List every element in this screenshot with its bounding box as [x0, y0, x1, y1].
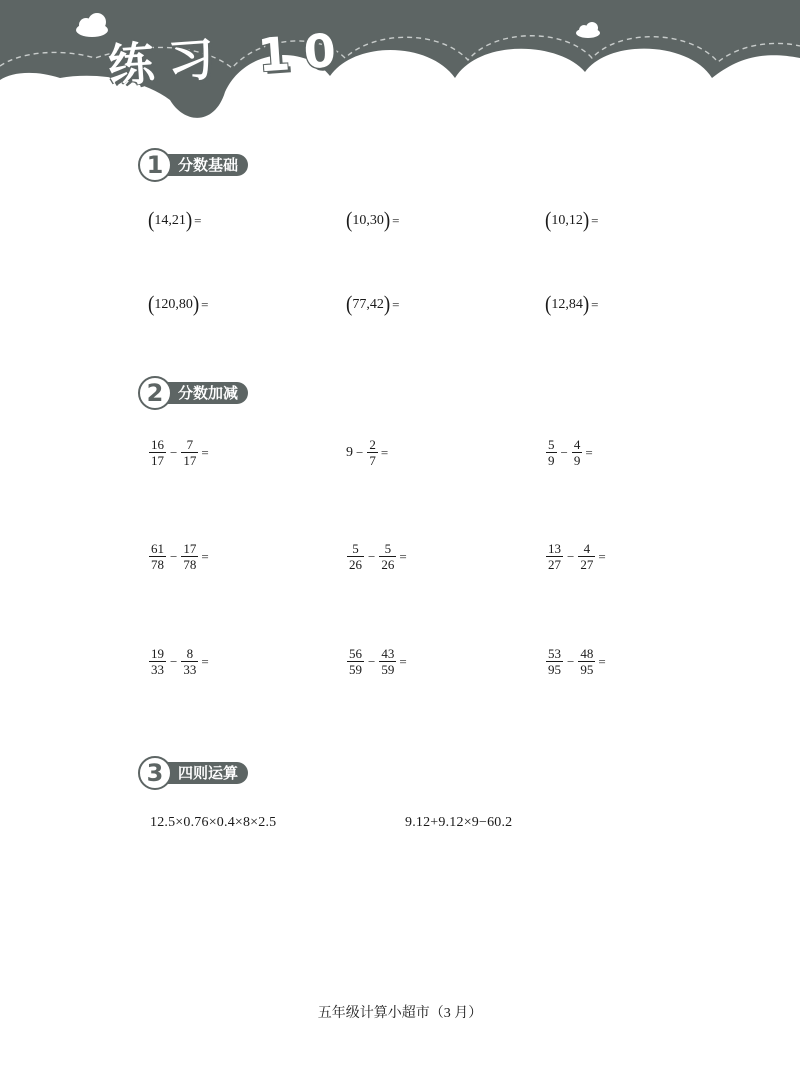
gcd-problem: ( 12 , 84 ) =	[545, 292, 599, 317]
fraction-problem: $\frac{19}{33}$ − $\frac{8}{33}$ =	[151, 646, 209, 677]
arithmetic-problem: 9.12+9.12×9−60.2	[405, 815, 513, 830]
gcd-problem: ( 10 , 30 ) =	[346, 208, 400, 233]
section-2-number: 2	[138, 376, 172, 410]
section-1-number: 1	[138, 148, 172, 182]
section-3-label: 四则运算	[158, 762, 248, 784]
section-1-header	[138, 148, 288, 182]
gcd-problem: ( 14 , 21 ) =	[148, 208, 202, 233]
section-2-header	[138, 376, 288, 410]
section-3-header	[138, 756, 288, 790]
fraction-problem: $\frac{56}{59}$ − $\frac{43}{59}$ =	[349, 646, 407, 677]
fraction-problem: $\frac{13}{27}$ − $\frac{4}{27}$ =	[548, 541, 606, 572]
fraction-problem: $\frac{61}{78}$ − $\frac{17}{78}$ =	[151, 541, 209, 572]
section-3-number: 3	[138, 756, 172, 790]
page-footer: 五年级计算小超市（3 月）	[317, 1006, 483, 1021]
section-2-label: 分数加减	[158, 382, 248, 404]
fraction-problem: $\frac{53}{95}$ − $\frac{48}{95}$ =	[548, 646, 606, 677]
fraction-problem: $\frac{5}{26}$ − $\frac{5}{26}$ =	[349, 541, 407, 572]
section-1-label: 分数基础	[158, 154, 248, 176]
arithmetic-problem: 12.5×0.76×0.4×8×2.5	[150, 815, 277, 830]
fraction-problem: 9 − $\frac{2}{7}$ =	[346, 437, 389, 468]
gcd-problem: ( 77 , 42 ) =	[346, 292, 400, 317]
gcd-problem: ( 10 , 12 ) =	[545, 208, 599, 233]
gcd-problem: ( 120 , 80 ) =	[148, 292, 209, 317]
fraction-problem: $\frac{16}{17}$ − $\frac{7}{17}$ =	[151, 437, 209, 468]
page-title: 练习 10	[106, 22, 352, 93]
fraction-problem: $\frac{5}{9}$ − $\frac{4}{9}$ =	[548, 437, 593, 468]
